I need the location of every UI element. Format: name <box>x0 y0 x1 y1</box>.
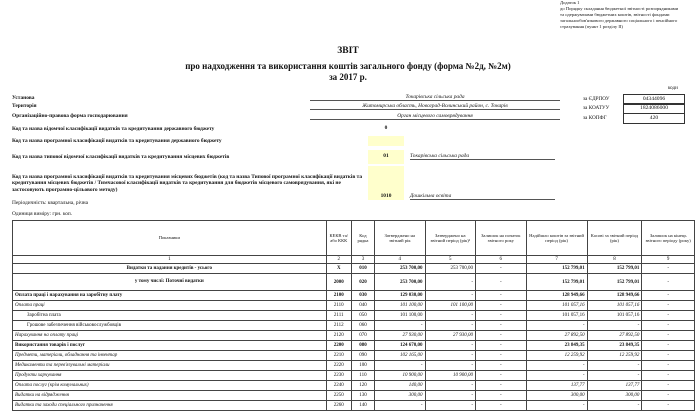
col-header-cash: Касові за звітний період (рік) <box>587 221 642 256</box>
row-balance-start: - <box>476 264 527 274</box>
row-indicator: Оплата праці <box>13 301 327 311</box>
col-header-row-code: Код рядка <box>351 221 374 256</box>
row-balance-end: - <box>642 321 695 331</box>
row-approved-period: 27 930,00 <box>425 331 476 341</box>
table-row <box>13 274 695 291</box>
table-row <box>13 391 695 401</box>
row-balance-end: - <box>642 341 695 351</box>
table-row <box>13 321 695 331</box>
row-kekv: 2260 <box>326 401 351 411</box>
row-received: 152 799,01 <box>526 264 587 274</box>
row-approved-year: 253 700,00 <box>375 274 426 291</box>
row-code: 030 <box>351 291 374 301</box>
row-kekv: 2230 <box>326 371 351 381</box>
row-balance-start: - <box>476 371 527 381</box>
table-row <box>13 264 695 274</box>
col-header-indicators: Показники <box>13 221 327 256</box>
row-received: - <box>526 321 587 331</box>
row-balance-start: - <box>476 321 527 331</box>
row-approved-period: - <box>425 291 476 301</box>
col-header-balance-start: Залишок на початок звітного року <box>476 221 527 256</box>
table-row <box>13 301 695 311</box>
row-approved-period: - <box>425 361 476 371</box>
row-approved-period: 10 900,00 <box>425 371 476 381</box>
row-cash: 27 892,50 <box>587 331 642 341</box>
row-approved-year: - <box>375 321 426 331</box>
row-received: - <box>526 361 587 371</box>
row-kekv: 2120 <box>326 331 351 341</box>
row-balance-end: - <box>642 274 695 291</box>
row-kekv: 2111 <box>326 311 351 321</box>
row-approved-year: 27 930,00 <box>375 331 426 341</box>
koatuu-value: 1824086000 <box>623 103 685 114</box>
institution-label: Установа <box>12 95 35 101</box>
row-balance-start: - <box>476 291 527 301</box>
row-balance-end: - <box>642 371 695 381</box>
row-balance-start: - <box>476 391 527 401</box>
row-balance-end: - <box>642 361 695 371</box>
row-balance-start: - <box>476 301 527 311</box>
row-balance-end: - <box>642 391 695 401</box>
table-row <box>13 351 695 361</box>
row-indicator: Заробітна плата <box>13 311 327 321</box>
row-balance-end: - <box>642 381 695 391</box>
row-balance-end: - <box>642 264 695 274</box>
row-approved-period: - <box>425 391 476 401</box>
row-approved-period: - <box>425 274 476 291</box>
row-cash: 137,77 <box>587 381 642 391</box>
row-balance-start: - <box>476 341 527 351</box>
row-balance-end: - <box>642 331 695 341</box>
row-approved-year: - <box>375 361 426 371</box>
row-balance-start: - <box>476 401 527 411</box>
row-cash: 128 949,66 <box>587 291 642 301</box>
row-balance-start: - <box>476 331 527 341</box>
row-indicator: Використання товарів і послуг <box>13 341 327 351</box>
row-balance-end: - <box>642 311 695 321</box>
row-indicator: Оплата послуг (крім комунальних) <box>13 381 327 391</box>
typical-code-name: Токарівська сільська рада <box>410 153 555 160</box>
row-approved-year: 102 165,00 <box>375 351 426 361</box>
col-header-kekv: КЕКВ та/або ККК <box>326 221 351 256</box>
row-balance-end: - <box>642 291 695 301</box>
row-kekv: 2240 <box>326 381 351 391</box>
form-appendix-note: Додаток 1 до Порядку складання бюджетної звітності розпорядниками та одержувачами бюджетних коштів, звітності фондами загальнообов'язкового державного соціального і пенсійного страхування (пункт 1 розділу II) <box>560 0 679 29</box>
row-indicator: Видатки на відрядження <box>13 391 327 401</box>
edrpou-value: 04344096 <box>623 94 685 105</box>
row-cash: 12 259,92 <box>587 351 642 361</box>
row-cash: 152 799,01 <box>587 274 642 291</box>
row-kekv: 2220 <box>326 361 351 371</box>
row-cash: 300,00 <box>587 391 642 401</box>
col-number: 7 <box>526 256 587 264</box>
col-header-received: Надійшло коштів за звітний період (рік) <box>526 221 587 256</box>
row-balance-start: - <box>476 311 527 321</box>
kopfg-value: 420 <box>623 113 685 124</box>
table-row <box>13 341 695 351</box>
row-received: - <box>526 401 587 411</box>
row-code: 050 <box>351 311 374 321</box>
row-code: 130 <box>351 391 374 401</box>
kopfg-label: за КОПФГ <box>583 115 607 121</box>
table-row <box>13 291 695 301</box>
row-cash: - <box>587 361 642 371</box>
institution-value: Токарівська сільська рада <box>310 94 560 101</box>
row-code: 100 <box>351 361 374 371</box>
row-received: 101 057,16 <box>526 301 587 311</box>
table-row <box>13 381 695 391</box>
unit-label: Одиниця виміру: грн. коп. <box>12 211 73 217</box>
row-approved-period: - <box>425 311 476 321</box>
row-cash: - <box>587 321 642 331</box>
col-number: 5 <box>425 256 476 264</box>
periodicity-label: Періодичність: квартальна, річна <box>12 200 89 206</box>
report-period: за 2017 р. <box>329 72 367 82</box>
codes-header: коди <box>668 86 678 91</box>
koatuu-label: за КОАТУУ <box>583 105 610 111</box>
row-cash: 101 057,16 <box>587 301 642 311</box>
row-balance-start: - <box>476 351 527 361</box>
prog-code-label: Код та назва програмної класифікації видатків та кредитування державного бюджету <box>12 138 222 144</box>
col-number: 6 <box>476 256 527 264</box>
row-approved-year: 101 100,00 <box>375 311 426 321</box>
row-approved-period: - <box>425 341 476 351</box>
row-received: 128 949,66 <box>526 291 587 301</box>
table-row <box>13 331 695 341</box>
row-cash: 152 799,01 <box>587 264 642 274</box>
column-numbers-row <box>13 256 695 264</box>
typical-code-label: Код та назва типової відомчої класифікації видатків та кредитування місцевих бюджетів <box>12 154 230 160</box>
edrpou-label: за ЄДРПОУ <box>583 96 610 102</box>
row-indicator: Оплата праці і нарахування на заробітну плату <box>13 291 327 301</box>
dept-code-value: 0 <box>384 125 388 131</box>
row-code: 110 <box>351 371 374 381</box>
row-balance-start: - <box>476 361 527 371</box>
row-kekv: 2110 <box>326 301 351 311</box>
row-kekv: 2000 <box>326 274 351 291</box>
territory-label: Територія <box>12 103 37 109</box>
row-approved-year: 101 100,00 <box>375 301 426 311</box>
row-balance-end: - <box>642 401 695 411</box>
row-approved-year: 10 900,00 <box>375 371 426 381</box>
report-title: ЗВІТ <box>337 46 359 56</box>
row-indicator: Медикаменти та перев'язувальні матеріали <box>13 361 327 371</box>
row-kekv: 2100 <box>326 291 351 301</box>
row-approved-year: 124 670,00 <box>375 341 426 351</box>
row-code: 040 <box>351 301 374 311</box>
org-form-value: Орган місцевого самоврядування <box>310 113 560 120</box>
org-form-label: Організаційно-правова форма господарювання <box>12 113 128 119</box>
table-header-row <box>13 221 695 256</box>
row-kekv: X <box>326 264 351 274</box>
row-indicator: Грошове забезпечення військовослужбовців <box>13 321 327 331</box>
row-code: 060 <box>351 321 374 331</box>
row-indicator: Нарахування на оплату праці <box>13 331 327 341</box>
col-number: 1 <box>13 256 327 264</box>
row-code: 080 <box>351 341 374 351</box>
row-received: 101 057,16 <box>526 311 587 321</box>
row-approved-period: 253 700,00 <box>425 264 476 274</box>
col-number: 8 <box>587 256 642 264</box>
row-approved-period: - <box>425 351 476 361</box>
row-received: 137,77 <box>526 381 587 391</box>
row-kekv: 2112 <box>326 321 351 331</box>
row-indicator: Предмети, матеріали, обладнання та інвентар <box>13 351 327 361</box>
row-balance-start: - <box>476 274 527 291</box>
report-table <box>12 220 695 411</box>
row-approved-period: 101 100,00 <box>425 301 476 311</box>
row-approved-period: - <box>425 321 476 331</box>
row-cash: 101 057,16 <box>587 311 642 321</box>
row-received: 23 849,35 <box>526 341 587 351</box>
row-balance-start: - <box>476 381 527 391</box>
row-balance-end: - <box>642 301 695 311</box>
row-balance-end: - <box>642 351 695 361</box>
dept-code-label: Код та назва відомчої класифікації видатків та кредитування державного бюджету <box>12 126 215 132</box>
col-header-approved-year: Затверджено на звітний рік <box>375 221 426 256</box>
local-prog-code: 1010 <box>380 193 392 199</box>
row-received: 12 259,92 <box>526 351 587 361</box>
table-row <box>13 361 695 371</box>
row-received: 300,00 <box>526 391 587 401</box>
table-row <box>13 371 695 381</box>
local-prog-label: Код та назва програмної класифікації видатків та кредитування місцевих бюджетів (код та назва Типової програмної класифікації видатків та кредитування місцевих бюджетів / Тимчасової класифікації видатків та кредитування для бюджетів місцевого самоврядування, які не застосовують програмно-цільового методу) <box>12 174 363 193</box>
row-approved-year: 140,00 <box>375 381 426 391</box>
row-approved-year: - <box>375 401 426 411</box>
row-approved-year: 129 030,00 <box>375 291 426 301</box>
row-code: 090 <box>351 351 374 361</box>
row-received: - <box>526 371 587 381</box>
row-approved-year: 253 700,00 <box>375 264 426 274</box>
col-number: 9 <box>642 256 695 264</box>
col-number: 3 <box>351 256 374 264</box>
row-code: 020 <box>351 274 374 291</box>
row-cash: 23 849,35 <box>587 341 642 351</box>
row-approved-period: - <box>425 401 476 411</box>
territory-value: Житомирська область, Новоград-Волинський район, с. Токарів <box>310 103 560 110</box>
row-kekv: 2200 <box>326 341 351 351</box>
row-indicator: Видатки та надання кредитів - усього <box>13 264 327 274</box>
prog-code-box <box>368 136 404 146</box>
row-code: 070 <box>351 331 374 341</box>
row-received: 152 799,01 <box>526 274 587 291</box>
typical-code-value: 01 <box>383 153 389 159</box>
col-header-approved-period: Затверджено на звітний період (рік)¹ <box>425 221 476 256</box>
row-code: 120 <box>351 381 374 391</box>
row-indicator: Видатки та заходи спеціального призначення <box>13 401 327 411</box>
row-indicator: у тому числі: Поточні видатки <box>13 274 327 291</box>
col-header-balance-end: Залишок на кінець звітного періоду (року) <box>642 221 695 256</box>
table-row <box>13 401 695 411</box>
row-kekv: 2210 <box>326 351 351 361</box>
row-received: 27 892,50 <box>526 331 587 341</box>
row-approved-period: - <box>425 381 476 391</box>
row-cash: - <box>587 401 642 411</box>
row-code: 140 <box>351 401 374 411</box>
row-indicator: Продукти харчування <box>13 371 327 381</box>
report-subtitle: про надходження та використання коштів загального фонду (форма №2д, №2м) <box>185 61 511 71</box>
row-code: 010 <box>351 264 374 274</box>
local-prog-name: Дошкільна освіта <box>410 193 555 200</box>
col-number: 4 <box>375 256 426 264</box>
row-approved-year: 300,00 <box>375 391 426 401</box>
col-number: 2 <box>326 256 351 264</box>
row-kekv: 2250 <box>326 391 351 401</box>
row-cash: - <box>587 371 642 381</box>
table-row <box>13 311 695 321</box>
